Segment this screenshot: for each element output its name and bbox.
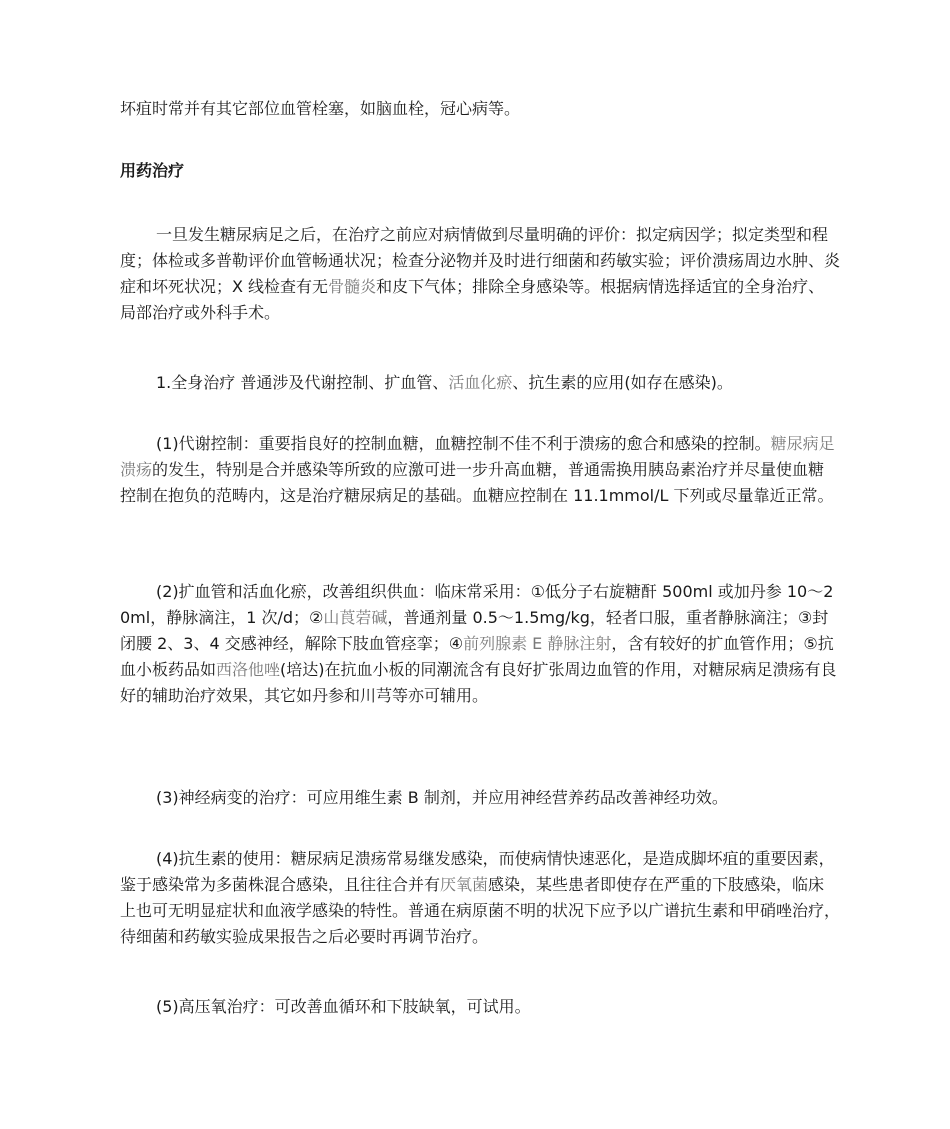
paragraph-metabolic-control <box>120 431 840 509</box>
text-run: 一旦发生糖尿病足之后，在治疗之前应对病情做到尽量明确的评价：拟定病因学；拟定类型和程度；体检或多普勒评价血管畅通状况；检查分泌物并及时进行细菌和药敏实验；评价溃疡周边水肿、炎症和坏死状况；X 线检查有无 <box>120 225 841 296</box>
text-run: (培达)在抗血小板的同潮流含有良好扩张周边血管的作用，对糖尿病足溃疡有良好的辅助治疗效果，其它如丹参和川芎等亦可辅用。 <box>120 660 837 705</box>
text-run: (1)代谢控制：重要指良好的控制血糖，血糖控制不佳不利于溃疡的愈合和感染的控制。 <box>156 434 771 453</box>
term-link[interactable]: 糖尿病足溃疡 <box>120 434 835 479</box>
term-link[interactable]: 活血化瘀 <box>448 373 513 392</box>
paragraph-antibiotics <box>120 846 840 950</box>
paragraph-neuropathy: (3)神经病变的治疗：可应用维生素 B 制剂，并应用神经营养药品改善神经功效。 <box>156 788 728 807</box>
term-link[interactable]: 西洛他唑 <box>216 660 281 679</box>
text-run: 感染，某些患者即使存在严重的下肢感染，临床上也可无明显症状和血液学感染的特性。普通在病原菌不明的状况下应予以广谱抗生素和甲硝唑治疗，待细菌和药敏实验成果报告之后必要时再调节治疗。 <box>120 875 841 946</box>
text-run: ，普通剂量 0.5～1.5mg/kg，轻者口服，重者静脉滴注；③封闭腰 2、3、4 交感神经，解除下肢血管痉挛；④ <box>120 608 829 653</box>
text-run: 和皮下气体；排除全身感染等。根据病情选择适宜的全身治疗、局部治疗或外科手术。 <box>120 277 825 322</box>
text-run: (4)抗生素的使用：糖尿病足溃疡常易继发感染，而使病情快速恶化，是造成脚坏疽的重要因素，鉴于感染常为多菌株混合感染，且往往合并有 <box>120 849 835 894</box>
paragraph-hyperbaric-oxygen: (5)高压氧治疗：可改善血循环和下肢缺氧，可试用。 <box>156 997 531 1016</box>
term-link[interactable]: 厌氧菌 <box>440 875 489 894</box>
paragraph-vasodilation <box>120 579 840 709</box>
section-heading: 用药治疗 <box>120 161 185 180</box>
paragraph-gangrene-note: 坏疽时常并有其它部位血管栓塞，如脑血栓，冠心病等。 <box>120 99 521 118</box>
term-link[interactable]: 山莨菪碱 <box>323 608 388 627</box>
text-run: (2)扩血管和活血化瘀，改善组织供血：临床常采用：①低分子右旋糖酐 500ml 或加丹参 10～20ml，静脉滴注，1 次/d；② <box>120 582 834 627</box>
paragraph-systemic-treatment <box>120 370 840 396</box>
text-run: 、抗生素的应用(如存在感染)。 <box>512 373 733 392</box>
paragraph-evaluation <box>120 222 840 326</box>
term-link[interactable]: 前列腺素 E 静脉注射 <box>463 634 612 653</box>
term-link[interactable]: 骨髓炎 <box>328 277 377 296</box>
text-run: 1.全身治疗 普通涉及代谢控制、扩血管、 <box>156 373 449 392</box>
text-run: ，含有较好的扩血管作用；⑤抗血小板药品如 <box>120 634 834 679</box>
text-run: 的发生，特别是合并感染等所致的应激可进一步升高血糖，普通需换用胰岛素治疗并尽量使血糖控制在抱负的范畴内，这是治疗糖尿病足的基础。血糖应控制在 11.1mmol/L 下列或尽量靠近正常。 <box>120 460 834 505</box>
